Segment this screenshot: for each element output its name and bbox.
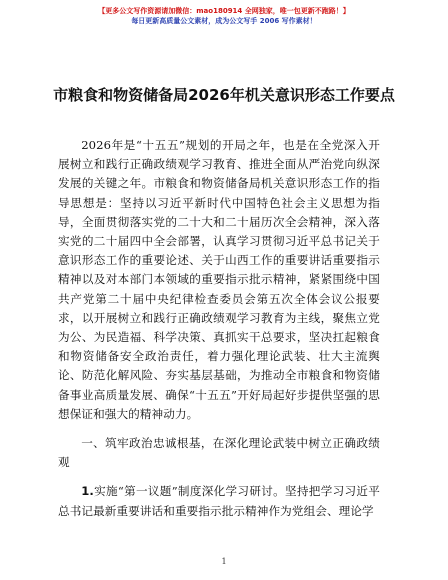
page-number: 1 — [221, 557, 227, 566]
document-body — [58, 136, 380, 521]
promo-banner — [0, 6, 448, 26]
document-title: 市粮食和物资储备局2026年机关意识形态工作要点 — [53, 86, 395, 104]
promo-banner-line1: 【更多公文写作资源请加微信：mao180914 全网独家，唯一包更新不跑路！】 — [98, 7, 350, 15]
item-number: 1. — [81, 484, 94, 499]
promo-banner-line2: 每日更新高质量公文素材，成为公文写手 2006 写作素材！ — [131, 17, 317, 25]
list-item — [58, 482, 380, 520]
item-text: 实施“第一议题”制度深化学习研讨。坚持把学习习近平总书记最新重要讲话和重要指示批示精神作为党组会、理论学 — [58, 484, 380, 518]
intro-paragraph: 2026年是“十五五”规划的开局之年，也是在全党深入开展树立和践行正确政绩观学习教育、推进全面从严治党向纵深发展的关键之年。市粮食和物资储备局机关意识形态工作的指导思想是：坚持以习近平新时代中国特色社会主义思想为指导，全面贯彻落实党的二十大和二十届历次全会精神，深入落实党的二十届四中全会部署，认真学习贯彻习近平总书记关于意识形态工作的重要论述、关于山西工作的重要讲话重要指示精神以及对本部门本领域的重要指示批示精神，紧紧围绕中国共产党第二十届中央纪律检查委员会第五次全体会议公报要求，以开展树立和践行正确政绩观学习教育为主线，聚焦立党为公、为民造福、科学决策、真抓实干总要求，坚决扛起粮食和物资储备安全政治责任，着力强化理论武装、壮大主流舆论、防范化解风险、夯实基层基础，为推动全市粮食和物资储备事业高质量发展、确保“十五五”开好局起好步提供坚强的思想保证和强大的精神动力。 — [58, 138, 380, 421]
section-heading: 一、筑牢政治忠诚根基，在深化理论武装中树立正确政绩观 — [58, 436, 380, 470]
